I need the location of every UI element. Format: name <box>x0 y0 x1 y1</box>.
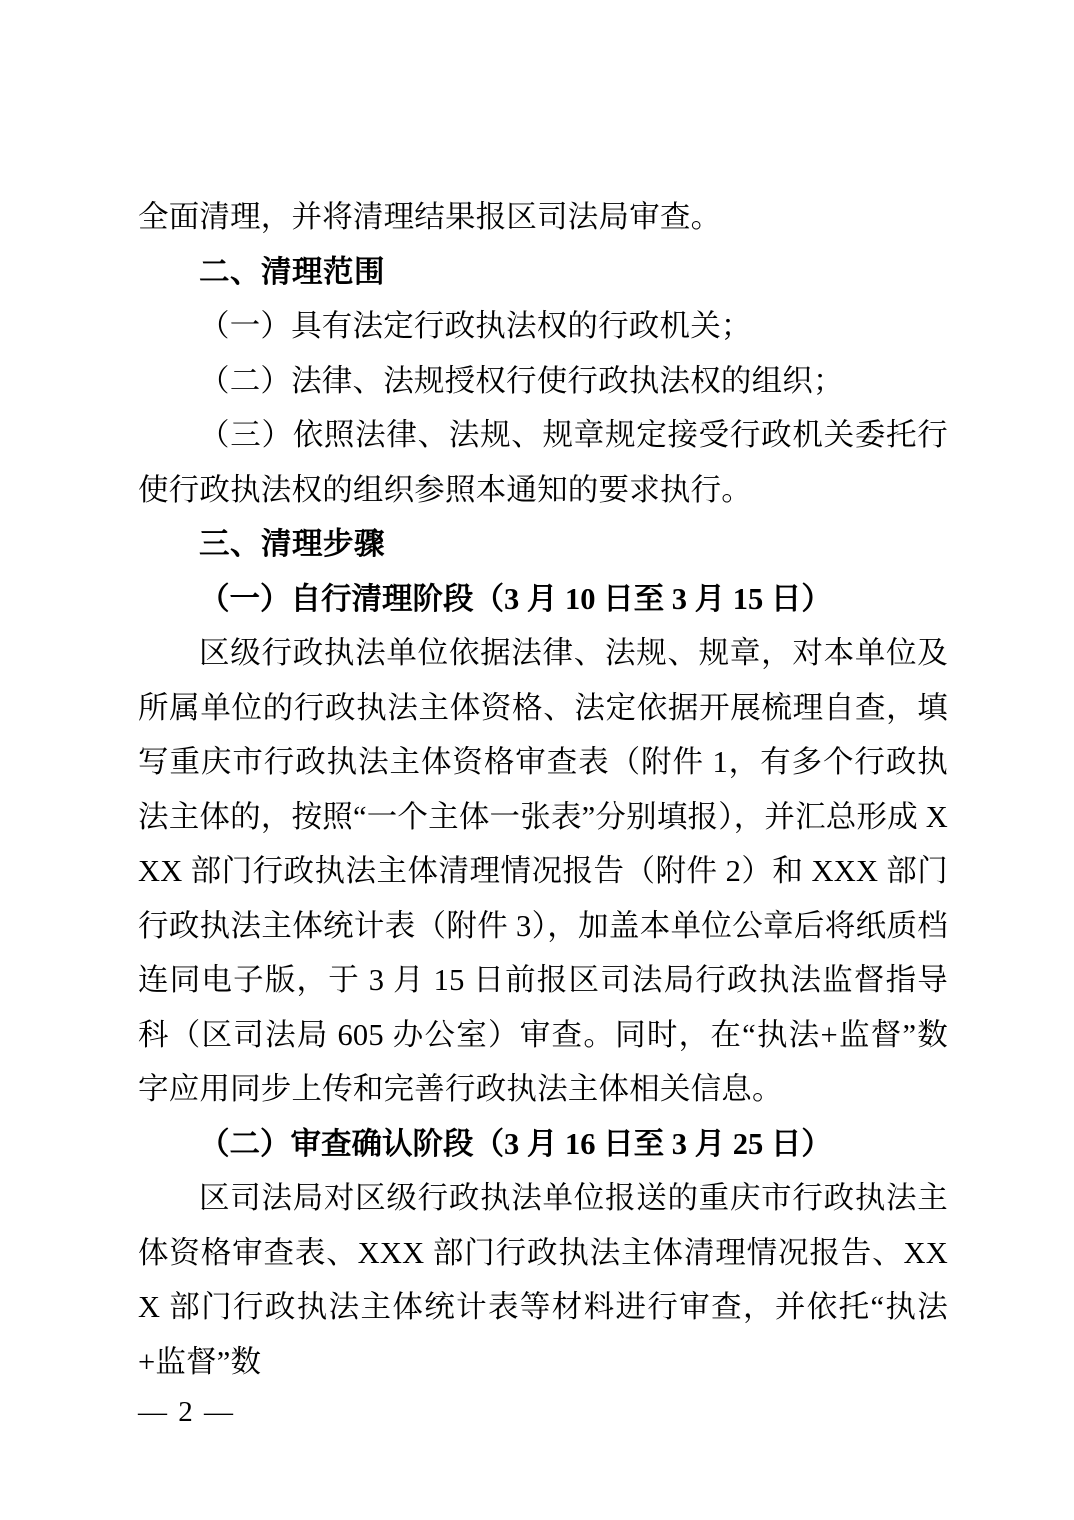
paragraph-review-confirm-detail: 区司法局对区级行政执法单位报送的重庆市行政执法主体资格审查表、XXX 部门行政执法主体清理情况报告、XXX 部门行政执法主体统计表等材料进行审查，并依托“执法+监督”数 <box>138 1181 948 1379</box>
paragraph-self-cleanup-detail: 区级行政执法单位依据法律、法规、规章，对本单位及所属单位的行政执法主体资格、法定依据开展梳理自查，填写重庆市行政执法主体资格审查表（附件 1，有多个行政执法主体的，按照“一个主体一张表”分别填报），并汇总形成 XXX 部门行政执法主体清理情况报告（附件 2）和 XXX 部门行政执法主体统计表（附件 3），加盖本单位公章后将纸质档连同电子版，于 3 月 15 日前报区司法局行政执法监督指导科（区司法局 605 办公室）审查。同时，在“执法+监督”数字应用同步上传和完善行政执法主体相关信息。 <box>138 636 948 1106</box>
section-heading-cleanup-scope: 二、清理范围 <box>199 254 385 289</box>
section-heading-cleanup-steps: 三、清理步骤 <box>199 527 385 561</box>
list-item-scope-2: （二）法律、法规授权行使行政执法权的组织； <box>199 363 844 398</box>
document-body <box>138 190 948 1389</box>
list-item-scope-1: （一）具有法定行政执法权的行政机关； <box>199 309 752 343</box>
page-number: — 2 — <box>138 1396 235 1428</box>
subsection-heading-self-cleanup-phase: （一）自行清理阶段（3 月 10 日至 3 月 15 日） <box>199 581 832 616</box>
paragraph-continuation: 全面清理，并将清理结果报区司法局审查。 <box>138 200 722 234</box>
list-item-scope-3: （三）依照法律、法规、规章规定接受行政机关委托行使行政执法权的组织参照本通知的要求执行。 <box>138 418 948 507</box>
subsection-heading-review-confirm-phase: （二）审查确认阶段（3 月 16 日至 3 月 25 日） <box>199 1126 832 1161</box>
